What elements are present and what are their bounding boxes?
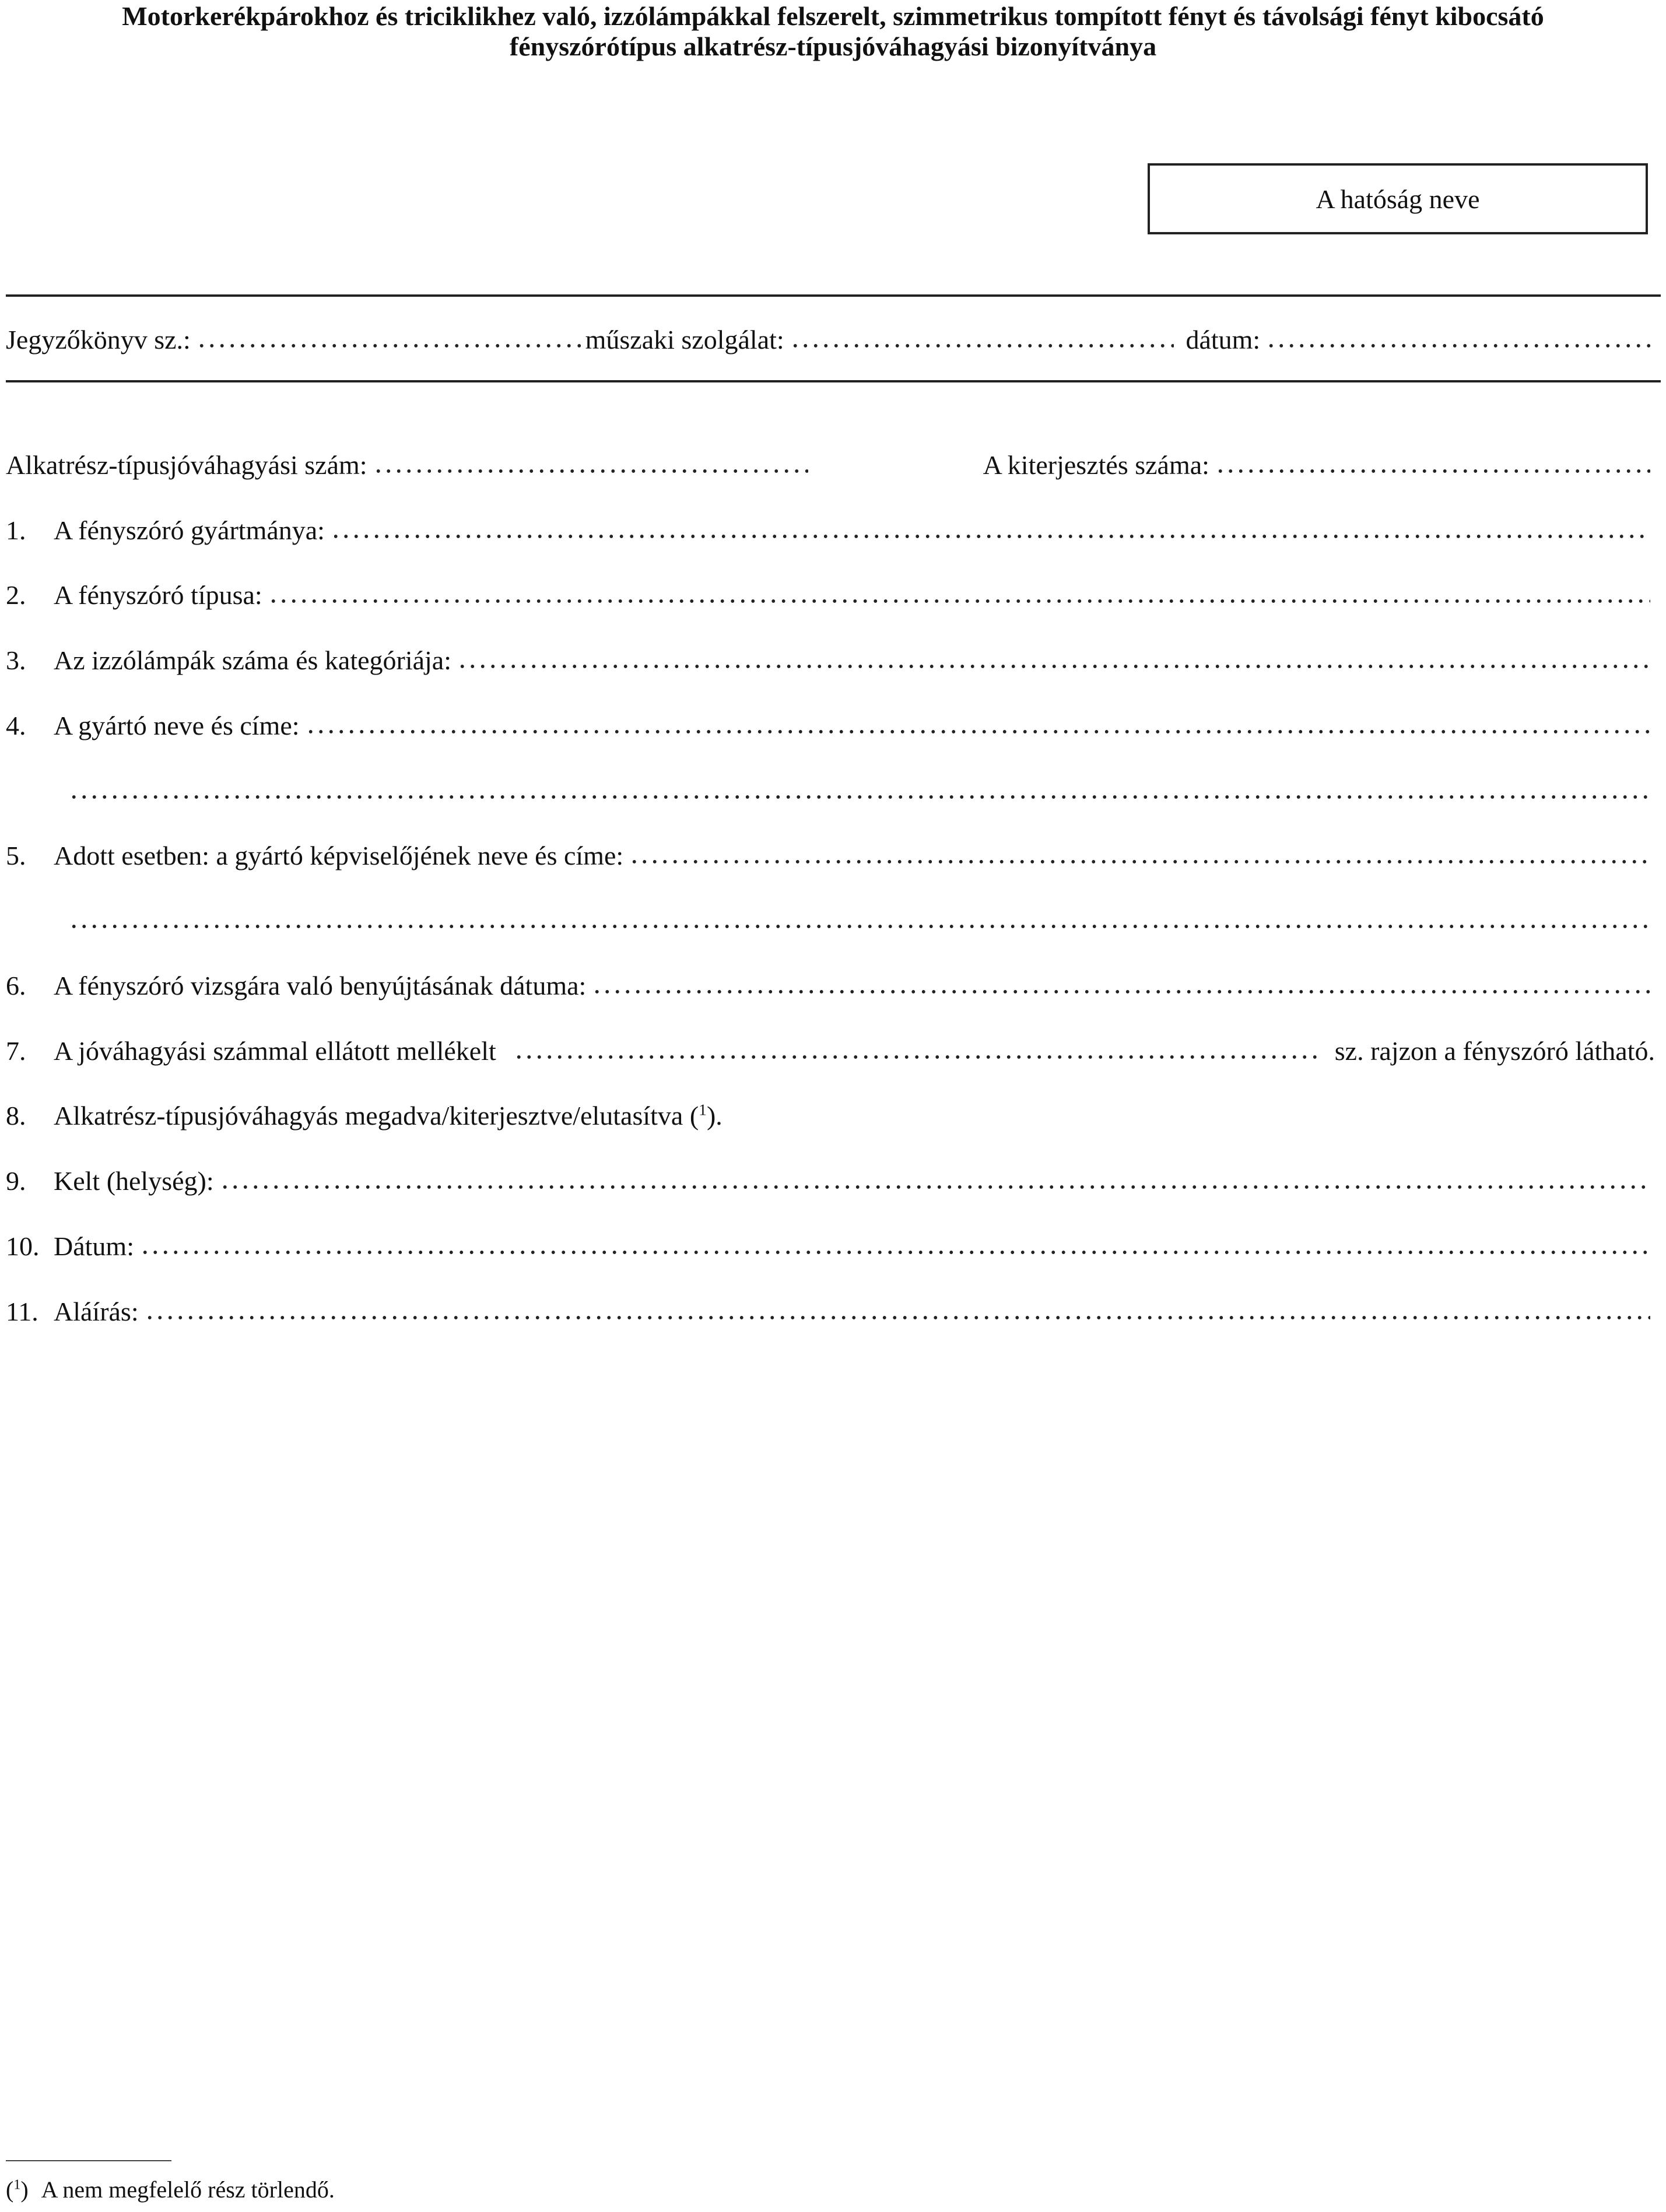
title-line-2: fényszórótípus alkatrész-típusjóváhagyási bizonyítványa bbox=[509, 31, 1157, 61]
submission-date-field[interactable] bbox=[592, 989, 1650, 994]
document-title bbox=[0, 1, 1666, 62]
signature-field[interactable] bbox=[145, 1315, 1650, 1320]
footnote bbox=[6, 2176, 335, 2203]
item-9-row bbox=[6, 1159, 1655, 1196]
item-number: 10. bbox=[6, 1231, 40, 1261]
approval-number-row bbox=[6, 443, 1655, 480]
drawing-number-label: A jóváhagyási számmal ellátott mellékelt bbox=[54, 1036, 496, 1066]
extension-number-field[interactable] bbox=[1215, 469, 1650, 473]
item-7-row bbox=[6, 1029, 1655, 1066]
protocol-date-label: dátum: bbox=[1186, 325, 1261, 354]
item-number: 8. bbox=[6, 1101, 26, 1130]
approval-status-text bbox=[54, 1100, 722, 1131]
item-11-row bbox=[6, 1290, 1655, 1327]
place-label: Kelt (helység): bbox=[54, 1166, 214, 1196]
protocol-date-field[interactable] bbox=[1266, 343, 1650, 348]
representative-address-continuation-field[interactable] bbox=[69, 924, 1650, 929]
technical-service-field[interactable] bbox=[790, 343, 1174, 348]
representative-name-address-field[interactable] bbox=[629, 859, 1650, 864]
item-4-row bbox=[6, 704, 1655, 741]
protocol-row bbox=[6, 318, 1655, 355]
headlamp-make-label: A fényszóró gyártmánya: bbox=[54, 515, 325, 545]
manufacturer-address-continuation-field[interactable] bbox=[69, 795, 1650, 799]
item-3-row bbox=[6, 638, 1655, 676]
item-5-row bbox=[6, 834, 1655, 871]
headlamp-type-label: A fényszóró típusa: bbox=[54, 580, 262, 610]
technical-service-label: műszaki szolgálat: bbox=[585, 325, 784, 354]
footnote-reference: 1 bbox=[699, 1100, 707, 1119]
submission-date-label: A fényszóró vizsgára való benyújtásának dátuma: bbox=[54, 971, 587, 1000]
item-number: 2. bbox=[6, 580, 26, 610]
place-field[interactable] bbox=[220, 1185, 1650, 1189]
protocol-number-field[interactable] bbox=[197, 343, 581, 348]
item-number: 5. bbox=[6, 841, 26, 870]
extension-number-label: A kiterjesztés száma: bbox=[983, 450, 1209, 480]
item-1-row bbox=[6, 508, 1655, 546]
representative-name-address-label: Adott esetben: a gyártó képviselőjének neve és címe: bbox=[54, 841, 624, 870]
drawing-number-field[interactable] bbox=[514, 1055, 1318, 1059]
date-field[interactable] bbox=[140, 1250, 1650, 1255]
item-5-continuation bbox=[69, 898, 1655, 936]
header-top-rule bbox=[6, 294, 1661, 297]
item-number: 6. bbox=[6, 971, 26, 1000]
item-number: 7. bbox=[6, 1036, 26, 1066]
item-10-row bbox=[6, 1224, 1655, 1262]
item-number: 4. bbox=[6, 711, 26, 740]
protocol-number-label: Jegyzőkönyv sz.: bbox=[6, 325, 191, 354]
approval-status-tail: ). bbox=[706, 1101, 722, 1130]
approval-number-label: Alkatrész-típusjóváhagyási szám: bbox=[6, 450, 367, 480]
drawing-number-suffix: sz. rajzon a fényszóró látható. bbox=[1334, 1036, 1655, 1066]
manufacturer-name-address-field[interactable] bbox=[306, 729, 1650, 734]
footnote-mark: 1 bbox=[13, 2177, 21, 2193]
date-label: Dátum: bbox=[54, 1231, 134, 1261]
item-6-row bbox=[6, 964, 1655, 1001]
manufacturer-name-address-label: A gyártó neve és címe: bbox=[54, 711, 300, 740]
footnote-close-paren: ) bbox=[20, 2176, 29, 2203]
item-number: 1. bbox=[6, 515, 26, 545]
bulb-count-category-label: Az izzólámpák száma és kategóriája: bbox=[54, 645, 452, 675]
title-line-1: Motorkerékpárokhoz és triciklikhez való, izzólámpákkal felszerelt, szimmetrikus tompított fényt és távolsági fényt kibocsátó bbox=[122, 1, 1544, 31]
approval-status-label: Alkatrész-típusjóváhagyás megadva/kiterjesztve/elutasítva ( bbox=[54, 1101, 699, 1130]
item-number: 11. bbox=[6, 1297, 38, 1326]
footnote-text: A nem megfelelő rész törlendő. bbox=[41, 2176, 335, 2203]
authority-name-label: A hatóság neve bbox=[1316, 184, 1480, 214]
bulb-count-category-field[interactable] bbox=[457, 664, 1650, 669]
headlamp-type-field[interactable] bbox=[268, 599, 1650, 603]
item-number: 9. bbox=[6, 1166, 26, 1196]
authority-name-box bbox=[1148, 163, 1648, 234]
item-4-continuation bbox=[69, 769, 1655, 806]
item-number: 3. bbox=[6, 645, 26, 675]
header-bottom-rule bbox=[6, 380, 1661, 382]
signature-label: Aláírás: bbox=[54, 1297, 139, 1326]
item-8-row bbox=[6, 1094, 1655, 1131]
headlamp-make-field[interactable] bbox=[331, 534, 1650, 539]
approval-number-field[interactable] bbox=[373, 469, 808, 473]
footnote-open-paren: ( bbox=[6, 2176, 14, 2203]
item-2-row bbox=[6, 573, 1655, 610]
footnote-rule bbox=[6, 2160, 171, 2161]
